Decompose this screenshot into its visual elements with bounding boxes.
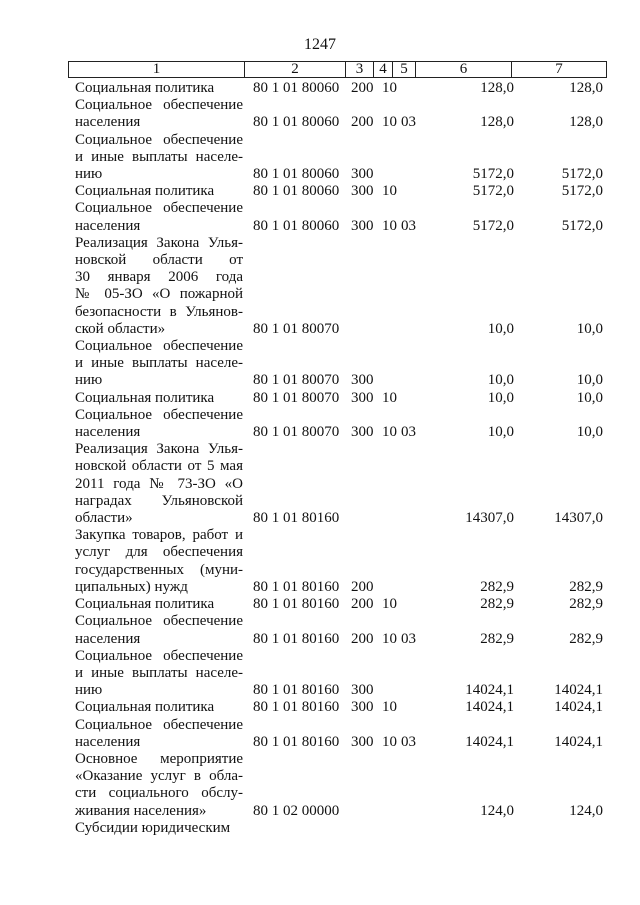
row-name-line: Социальное обеспечение (75, 647, 243, 664)
row-amount-6: 10,0 (487, 424, 514, 441)
row-name-line: Социальное обеспечение (75, 200, 243, 217)
row-name-line: Субсидии юридическим (75, 819, 231, 836)
row-amount-6: 282,9 (480, 596, 514, 613)
row-code: 80 1 01 80160 (253, 596, 340, 613)
row-name (75, 717, 243, 751)
table-row (0, 717, 640, 751)
row-name-line: населения (75, 114, 141, 131)
row-name-line: № 05-ЗО «О пожарной (75, 286, 243, 303)
row-name (75, 200, 243, 234)
row-expense-type: 300 (351, 372, 374, 389)
row-amount-6: 5172,0 (472, 166, 514, 183)
row-subsection: 03 (401, 733, 416, 750)
row-amount-7: 14024,1 (554, 699, 603, 716)
column-header-5: 5 (393, 62, 416, 78)
row-name-line: и иные выплаты населе- (75, 355, 243, 372)
page-number: 1247 (304, 36, 336, 53)
row-section: 10 (382, 733, 397, 750)
row-amount-7: 10,0 (576, 320, 603, 337)
row-amount-7: 5172,0 (561, 166, 603, 183)
row-expense-type: 200 (351, 578, 374, 595)
row-amount-7: 5172,0 (561, 217, 603, 234)
row-name-line: Социальная политика (75, 389, 215, 406)
column-header-6: 6 (416, 62, 512, 78)
table-row (0, 132, 640, 184)
row-expense-type: 200 (351, 114, 374, 131)
row-subsection: 03 (401, 424, 416, 441)
row-code: 80 1 02 00000 (253, 802, 340, 819)
row-name (75, 183, 243, 200)
row-expense-type: 200 (351, 630, 374, 647)
column-header-3: 3 (346, 62, 374, 78)
row-name-line: Социальное обеспечение (75, 716, 243, 733)
row-name-line: услуг для обеспечения (75, 544, 243, 561)
row-name (75, 390, 243, 407)
table-row (0, 97, 640, 131)
row-name-line: населения (75, 217, 141, 234)
row-section: 10 (382, 80, 397, 96)
row-amount-7: 14024,1 (554, 733, 603, 750)
row-name-line: населения (75, 630, 141, 647)
row-amount-6: 10,0 (487, 320, 514, 337)
column-header-7: 7 (512, 62, 607, 78)
row-name-line: Социальная политика (75, 596, 215, 613)
row-name-line: Социальная политика (75, 80, 215, 96)
row-amount-6: 128,0 (480, 114, 514, 131)
row-name-line: Основное мероприятие (75, 750, 243, 767)
table-row (0, 441, 640, 527)
table-row (0, 699, 640, 716)
row-name-line: нию (75, 166, 103, 183)
column-header-2: 2 (245, 62, 346, 78)
row-amount-6: 5172,0 (472, 183, 514, 200)
row-amount-6: 14307,0 (465, 510, 514, 527)
row-amount-6: 128,0 (480, 80, 514, 96)
row-code: 80 1 01 80060 (253, 183, 340, 200)
row-amount-7: 14307,0 (554, 510, 603, 527)
row-expense-type: 200 (351, 80, 374, 96)
column-header-1: 1 (69, 62, 245, 78)
row-section: 10 (382, 217, 397, 234)
row-amount-7: 128,0 (569, 80, 603, 96)
table-row (0, 527, 640, 596)
row-name-line: новской области от 5 мая (75, 458, 243, 475)
row-name-line: ципальных) нужд (75, 578, 188, 595)
table-row (0, 338, 640, 390)
row-amount-7: 124,0 (569, 802, 603, 819)
row-expense-type: 300 (351, 217, 374, 234)
row-name-line: новской области от (75, 252, 243, 269)
row-code: 80 1 01 80070 (253, 424, 340, 441)
row-section: 10 (382, 596, 397, 613)
row-amount-6: 14024,1 (465, 682, 514, 699)
table-row (0, 648, 640, 700)
row-name (75, 527, 243, 596)
row-expense-type: 300 (351, 682, 374, 699)
row-code: 80 1 01 80070 (253, 320, 340, 337)
row-name (75, 80, 243, 97)
table-row (0, 596, 640, 613)
row-amount-6: 5172,0 (472, 217, 514, 234)
row-amount-7: 128,0 (569, 114, 603, 131)
table-row (0, 390, 640, 407)
row-amount-7: 282,9 (569, 578, 603, 595)
row-code: 80 1 01 80160 (253, 699, 340, 716)
row-name (75, 751, 243, 820)
row-name-line: Социальное обеспечение (75, 406, 243, 423)
table-body (0, 80, 640, 837)
row-amount-7: 282,9 (569, 630, 603, 647)
row-section: 10 (382, 389, 397, 406)
row-name-line: населения (75, 424, 141, 441)
row-name (75, 97, 243, 131)
row-name-line: государственных (муни- (75, 561, 243, 578)
row-expense-type: 300 (351, 183, 374, 200)
row-section: 10 (382, 114, 397, 131)
row-name-line: ской области» (75, 320, 166, 337)
row-expense-type: 300 (351, 733, 374, 750)
row-amount-6: 10,0 (487, 372, 514, 389)
row-name-line: Реализация Закона Улья- (75, 441, 243, 458)
row-name (75, 613, 243, 647)
row-name-line: области» (75, 510, 133, 527)
table-row (0, 235, 640, 338)
row-code: 80 1 01 80160 (253, 578, 340, 595)
table-row (0, 183, 640, 200)
row-name (75, 407, 243, 441)
row-name-line: нию (75, 682, 103, 699)
row-name-line: Социальная политика (75, 183, 215, 200)
row-name-line: живания населения» (75, 802, 207, 819)
row-expense-type: 300 (351, 166, 374, 183)
row-subsection: 03 (401, 217, 416, 234)
row-subsection: 03 (401, 630, 416, 647)
row-section: 10 (382, 699, 397, 716)
row-name-line: Закупка товаров, работ и (75, 527, 243, 544)
row-name-line: Социальное обеспечение (75, 338, 243, 355)
row-name-line: сти социального обслу- (75, 785, 243, 802)
row-code: 80 1 01 80070 (253, 372, 340, 389)
row-name (75, 596, 243, 613)
row-code: 80 1 01 80160 (253, 682, 340, 699)
row-expense-type: 300 (351, 699, 374, 716)
row-name-line: безопасности в Ульянов- (75, 303, 243, 320)
row-code: 80 1 01 80060 (253, 114, 340, 131)
table-row (0, 820, 640, 837)
row-amount-7: 5172,0 (561, 183, 603, 200)
row-section: 10 (382, 630, 397, 647)
row-name-line: Социальное обеспечение (75, 613, 243, 630)
row-code: 80 1 01 80160 (253, 630, 340, 647)
row-name-line: Социальное обеспечение (75, 97, 243, 114)
row-name-line: и иные выплаты населе- (75, 664, 243, 681)
row-name-line: Социальная политика (75, 699, 215, 716)
row-name-line: населения (75, 733, 141, 750)
row-amount-7: 282,9 (569, 596, 603, 613)
row-expense-type: 200 (351, 596, 374, 613)
row-code: 80 1 01 80060 (253, 80, 340, 96)
row-amount-6: 124,0 (480, 802, 514, 819)
row-amount-7: 10,0 (576, 372, 603, 389)
row-name-line: Реализация Закона Улья- (75, 234, 243, 251)
table-row (0, 613, 640, 647)
row-name (75, 132, 243, 184)
row-expense-type: 300 (351, 424, 374, 441)
table-row (0, 200, 640, 234)
row-name-line: 2011 года № 73-ЗО «О (75, 475, 243, 492)
row-name (75, 648, 243, 700)
row-name-line: «Оказание услуг в обла- (75, 768, 243, 785)
row-name-line: Социальное обеспечение (75, 131, 243, 148)
header-row (69, 62, 607, 78)
row-code: 80 1 01 80070 (253, 389, 340, 406)
row-subsection: 03 (401, 114, 416, 131)
row-section: 10 (382, 424, 397, 441)
row-name-line: нию (75, 372, 103, 389)
column-header-4: 4 (374, 62, 393, 78)
row-expense-type: 300 (351, 389, 374, 406)
row-name-line: 30 января 2006 года (75, 269, 243, 286)
row-amount-6: 282,9 (480, 630, 514, 647)
table-row (0, 80, 640, 97)
row-code: 80 1 01 80160 (253, 733, 340, 750)
row-name (75, 441, 243, 527)
table-header (68, 61, 607, 78)
row-amount-6: 10,0 (487, 389, 514, 406)
row-amount-7: 10,0 (576, 424, 603, 441)
row-code: 80 1 01 80160 (253, 510, 340, 527)
row-name (75, 235, 243, 338)
row-code: 80 1 01 80060 (253, 166, 340, 183)
row-amount-7: 10,0 (576, 389, 603, 406)
table-row (0, 751, 640, 820)
row-section: 10 (382, 183, 397, 200)
row-name-line: и иные выплаты населе- (75, 148, 243, 165)
row-amount-6: 14024,1 (465, 699, 514, 716)
table-row (0, 407, 640, 441)
row-name (75, 699, 243, 716)
row-amount-7: 14024,1 (554, 682, 603, 699)
row-amount-6: 14024,1 (465, 733, 514, 750)
row-name (75, 338, 243, 390)
row-name-line: наградах Ульяновской (75, 492, 243, 509)
row-name (75, 820, 243, 837)
row-code: 80 1 01 80060 (253, 217, 340, 234)
row-amount-6: 282,9 (480, 578, 514, 595)
